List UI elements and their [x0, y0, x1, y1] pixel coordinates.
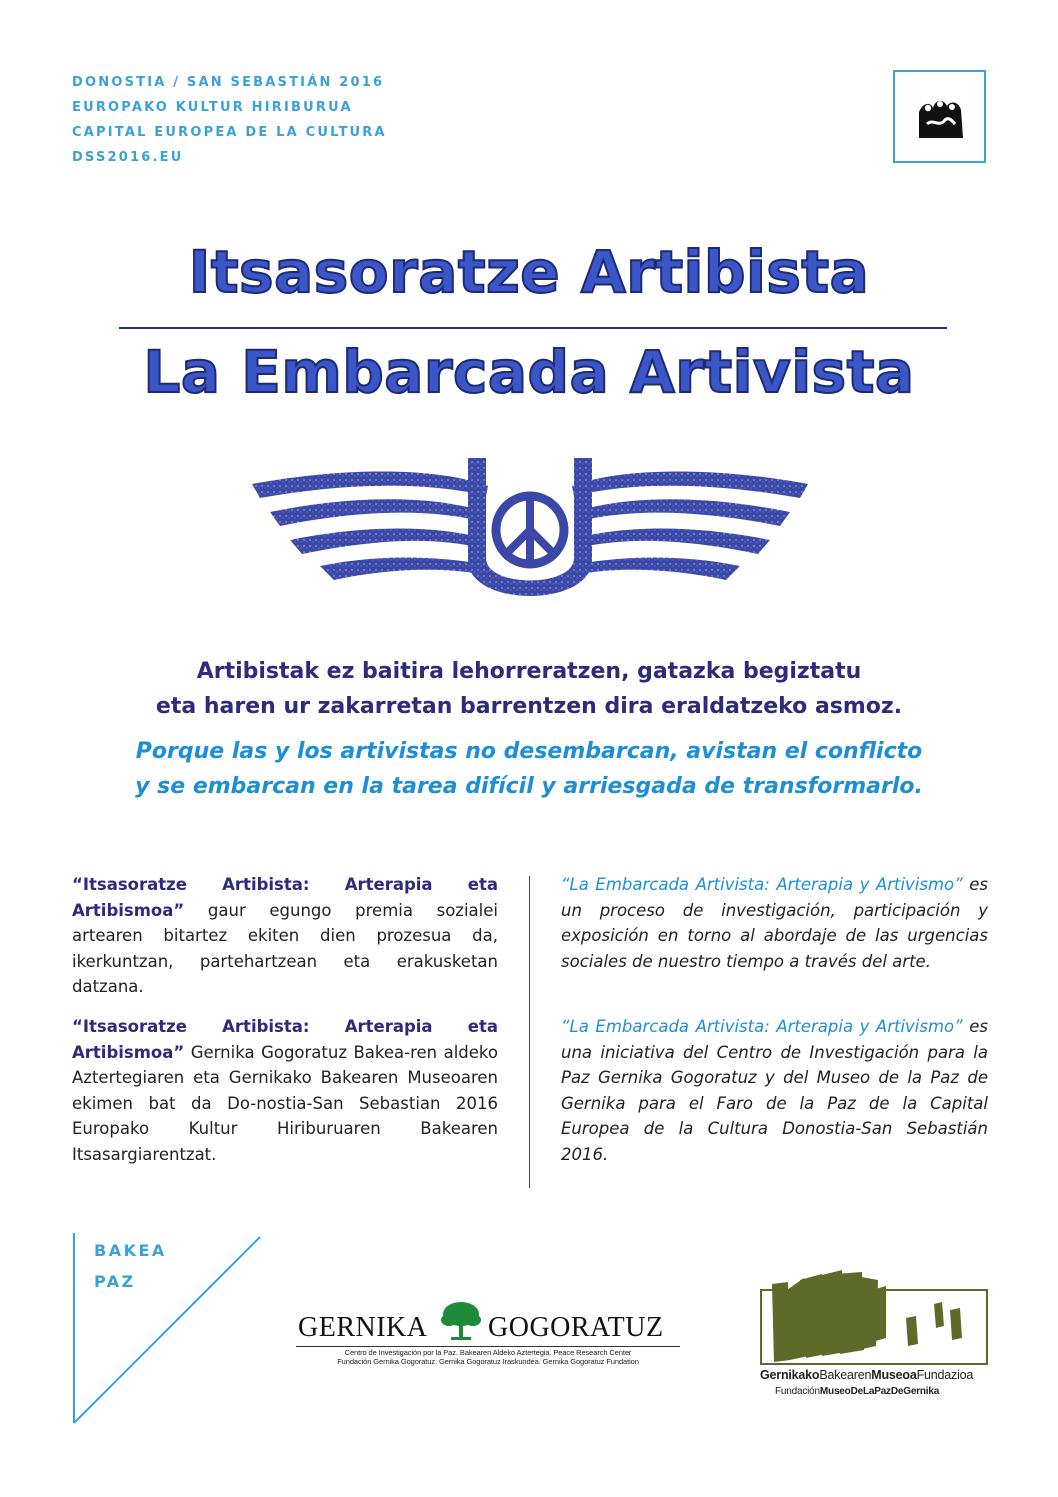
museo-name-basque-b: Bakearen	[819, 1368, 872, 1382]
gg-subtitle-2: Fundación Gernika Gogoratuz. Gernika Gogoratuz Iraskundea. Gernika Gogoratuz Fundation	[337, 1357, 639, 1366]
header-line-basque: EUROPAKO KULTUR HIRIBURUA	[72, 100, 353, 115]
title-spanish: La Embarcada Artivista	[143, 338, 915, 406]
winged-peace-emblem-icon	[230, 448, 830, 608]
museo-name-spanish-a: Fundación	[775, 1386, 820, 1397]
basque-column	[72, 872, 498, 1000]
basque-paragraph-1-text: gaur egungo premia sozialei artearen bitartez ekiten dien prozesua da, ikerkuntzan, partehartzean eta erakusketan datzana.	[72, 900, 498, 996]
basque-paragraph-1-title: “Itsasoratze Artibista: Arterapia eta Artibismoa”	[72, 875, 498, 920]
basque-paragraph-2-title: “Itsasoratze Artibista: Arterapia eta Artibismoa”	[72, 1017, 498, 1062]
basque-paragraph-2-text: Gernika Gogoratuz Bakea-ren aldeko Aztertegiaren eta Gernikako Bakearen Museoaren ekimen bat da Do-nostia-San Sebastian 2016 Europako Kultur Hiriburuaren Bakearen Itsasargiarentzat.	[72, 1042, 498, 1164]
header-line-city: DONOSTIA / SAN SEBASTIÁN 2016	[72, 75, 385, 90]
spanish-paragraph-1	[561, 872, 988, 974]
gg-word-gernika: GERNIKA	[298, 1312, 428, 1343]
basque-column-2	[72, 1014, 498, 1167]
museo-name-spanish-b: MuseoDeLaPazDeGernika	[819, 1386, 940, 1397]
title-basque: Itsasoratze Artibista	[188, 238, 870, 306]
spanish-paragraph-2	[561, 1014, 988, 1167]
spanish-paragraph-2-title: “La Embarcada Artivista: Arterapia y Artivismo”	[561, 1017, 963, 1036]
spanish-paragraph-2-text: es una iniciativa del Centro de Investigación para la Paz Gernika Gogoratuz y del Museo de la Paz de Gernika para el Faro de la Paz de la Capital Europea de la Cultura Donostia-San Sebastián 2016.	[561, 1017, 988, 1164]
event-header	[72, 70, 387, 170]
tagline-spanish-line-1: Porque las y los artivistas no desembarcan, avistan el conflicto	[135, 739, 923, 764]
dss2016-logo	[893, 70, 986, 163]
bakea-label: BAKEA	[94, 1241, 167, 1260]
museo-name-basque	[760, 1368, 973, 1382]
basque-paragraph-1	[72, 872, 498, 1000]
museo-name-basque-a: Gernikako	[760, 1368, 820, 1382]
museo-name-basque-d: Fundazioa	[916, 1368, 974, 1382]
museo-name-spanish	[775, 1386, 939, 1397]
tagline-basque	[0, 654, 1058, 724]
tagline-spanish	[0, 734, 1058, 804]
gg-word-gogoratuz: GOGORATUZ	[488, 1312, 664, 1343]
gg-rule	[296, 1346, 680, 1347]
museo-name-basque-c: Museoa	[871, 1368, 917, 1382]
spanish-column-2	[561, 1014, 988, 1167]
column-divider	[529, 876, 530, 1188]
gg-subtitle-1: Centro de Investigación por la Paz. Bakearen Aldeko Aztertegia. Peace Research Center	[344, 1348, 632, 1357]
paz-label: PAZ	[94, 1272, 136, 1291]
spanish-paragraph-1-text: es un proceso de investigación, participación y exposición en torno al abordaje de las urgencias sociales de nuestro tiempo a través del arte.	[561, 875, 988, 971]
header-line-spanish: CAPITAL EUROPEA DE LA CULTURA	[72, 125, 387, 140]
spanish-paragraph-1-title: “La Embarcada Artivista: Arterapia y Artivismo”	[561, 875, 963, 894]
museo-logo-mark	[760, 1270, 990, 1366]
title-divider	[119, 327, 947, 329]
tree-icon	[439, 1300, 483, 1344]
bakea-paz-label	[94, 1235, 167, 1297]
tagline-spanish-line-2: y se embarcan en la tarea difícil y arriesgada de transformarlo.	[135, 774, 923, 799]
basque-paragraph-2	[72, 1014, 498, 1167]
header-line-website: DSS2016.EU	[72, 150, 184, 165]
wave-icon	[917, 94, 965, 142]
tagline-basque-line-1: Artibistak ez baitira lehorreratzen, gatazka begiztatu	[196, 659, 862, 684]
spanish-column	[561, 872, 988, 974]
tagline-basque-line-2: eta haren ur zakarretan barrentzen dira eraldatzeko asmoz.	[155, 694, 903, 719]
